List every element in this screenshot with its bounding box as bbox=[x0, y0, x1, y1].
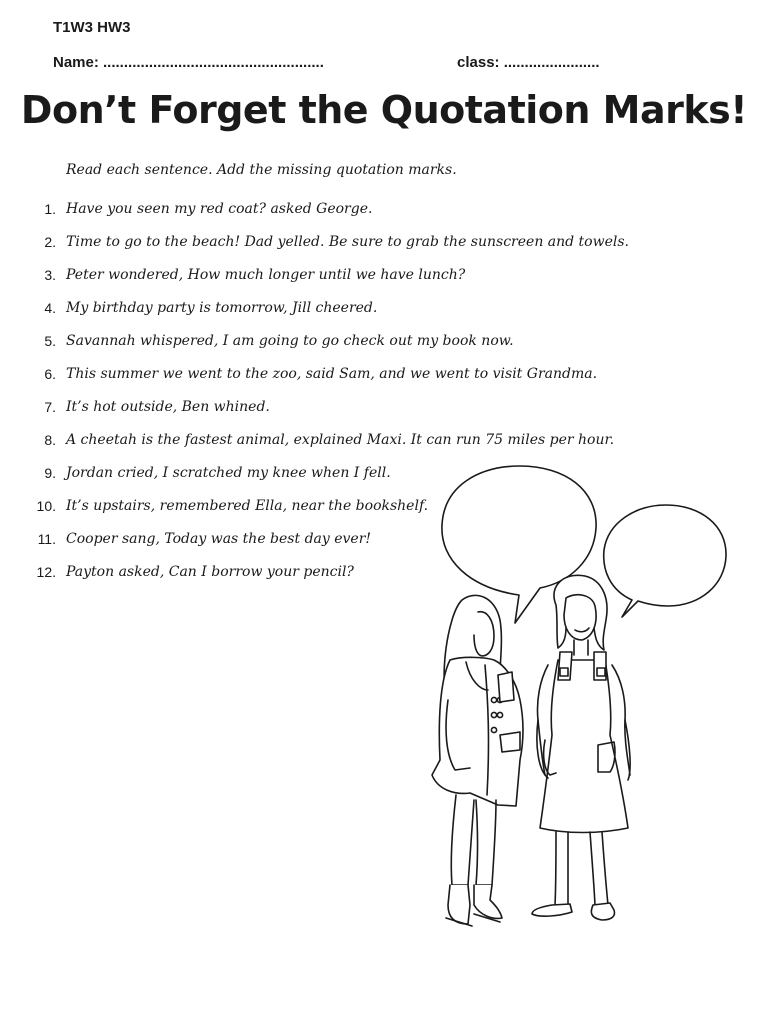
item-text: Peter wondered, How much longer until we have lunch? bbox=[66, 267, 466, 283]
item-text: It’s upstairs, remembered Ella, near the bookshelf. bbox=[66, 498, 429, 514]
speech-bubble-right bbox=[604, 505, 726, 617]
worksheet-code: T1W3 HW3 bbox=[53, 19, 131, 36]
item-text: This summer we went to the zoo, said Sam, and we went to visit Grandma. bbox=[66, 366, 598, 382]
item-number: 7. bbox=[44, 399, 56, 415]
item-number: 10. bbox=[36, 498, 56, 514]
item-text: Have you seen my red coat? asked George. bbox=[66, 201, 373, 217]
item-number: 6. bbox=[44, 366, 56, 382]
item-number: 3. bbox=[44, 267, 56, 283]
item-text: A cheetah is the fastest animal, explained Maxi. It can run 75 miles per hour. bbox=[66, 432, 615, 448]
two-girls-with-speech-bubbles-icon bbox=[420, 460, 740, 935]
item-number: 8. bbox=[44, 432, 56, 448]
page-title: Don’t Forget the Quotation Marks! bbox=[20, 88, 748, 132]
girl-right bbox=[532, 575, 630, 920]
item-number: 12. bbox=[36, 564, 56, 580]
item-text: Savannah whispered, I am going to go check out my book now. bbox=[66, 333, 514, 349]
name-field: Name: ..................................................... bbox=[53, 54, 324, 71]
item-text: Cooper sang, Today was the best day ever! bbox=[66, 531, 372, 547]
item-text: Jordan cried, I scratched my knee when I fell. bbox=[66, 465, 391, 481]
item-number: 1. bbox=[44, 201, 56, 217]
item-number: 11. bbox=[37, 531, 56, 547]
class-field: class: ....................... bbox=[457, 54, 600, 71]
girl-left bbox=[432, 595, 523, 926]
item-number: 4. bbox=[44, 300, 56, 316]
item-text: Payton asked, Can I borrow your pencil? bbox=[66, 564, 354, 580]
item-number: 5. bbox=[44, 333, 56, 349]
item-text: Time to go to the beach! Dad yelled. Be sure to grab the sunscreen and towels. bbox=[66, 234, 629, 250]
item-number: 9. bbox=[44, 465, 56, 481]
item-text: My birthday party is tomorrow, Jill cheered. bbox=[66, 300, 378, 316]
item-number: 2. bbox=[44, 234, 56, 250]
instructions: Read each sentence. Add the missing quotation marks. bbox=[66, 162, 457, 178]
item-text: It’s hot outside, Ben whined. bbox=[66, 399, 270, 415]
